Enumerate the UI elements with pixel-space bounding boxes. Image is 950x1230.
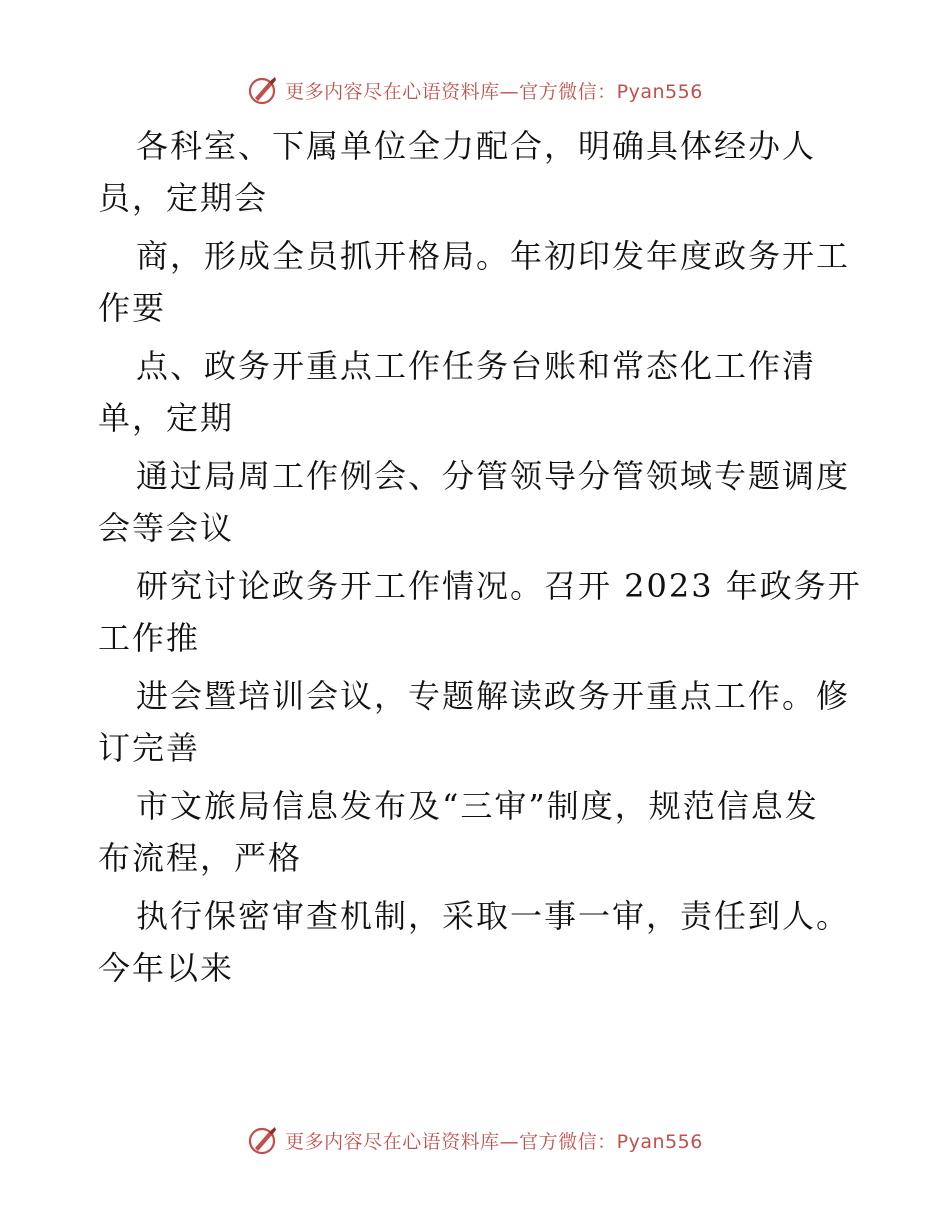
quill-pen-logo-icon — [247, 1124, 279, 1156]
header-banner-text: 更多内容尽在心语资料库—官方微信：Pyan556 — [285, 80, 703, 103]
text-line: 执行保密审查机制，采取一事一审，责任到人。 — [136, 897, 851, 935]
header-banner — [0, 70, 950, 110]
footer-banner-text: 更多内容尽在心语资料库—官方微信：Pyan556 — [285, 1130, 703, 1153]
text-line: 作要 — [98, 289, 167, 327]
text-line: 单，定期 — [98, 399, 235, 437]
text-line: 会等会议 — [98, 509, 235, 547]
document-body — [98, 120, 862, 994]
text-line: 研究讨论政务开工作情况。召开 2023 年政务开 — [136, 567, 862, 605]
text-line: 各科室、下属单位全力配合，明确具体经办人 — [136, 127, 817, 165]
text-line: 今年以来 — [98, 949, 235, 987]
text-line: 点、政务开重点工作任务台账和常态化工作清 — [136, 347, 817, 385]
text-line: 进会暨培训会议，专题解读政务开重点工作。修 — [136, 677, 851, 715]
text-line: 员，定期会 — [98, 179, 269, 217]
quill-pen-logo-icon — [247, 74, 279, 106]
text-line: 市文旅局信息发布及“三审”制度，规范信息发 — [136, 787, 819, 825]
text-line: 商，形成全员抓开格局。年初印发年度政务开工 — [136, 237, 851, 275]
text-line: 订完善 — [98, 729, 201, 767]
footer-banner — [0, 1120, 950, 1160]
text-line: 工作推 — [98, 619, 201, 657]
text-line: 通过局周工作例会、分管领导分管领域专题调度 — [136, 457, 851, 495]
text-line: 布流程，严格 — [98, 839, 303, 877]
